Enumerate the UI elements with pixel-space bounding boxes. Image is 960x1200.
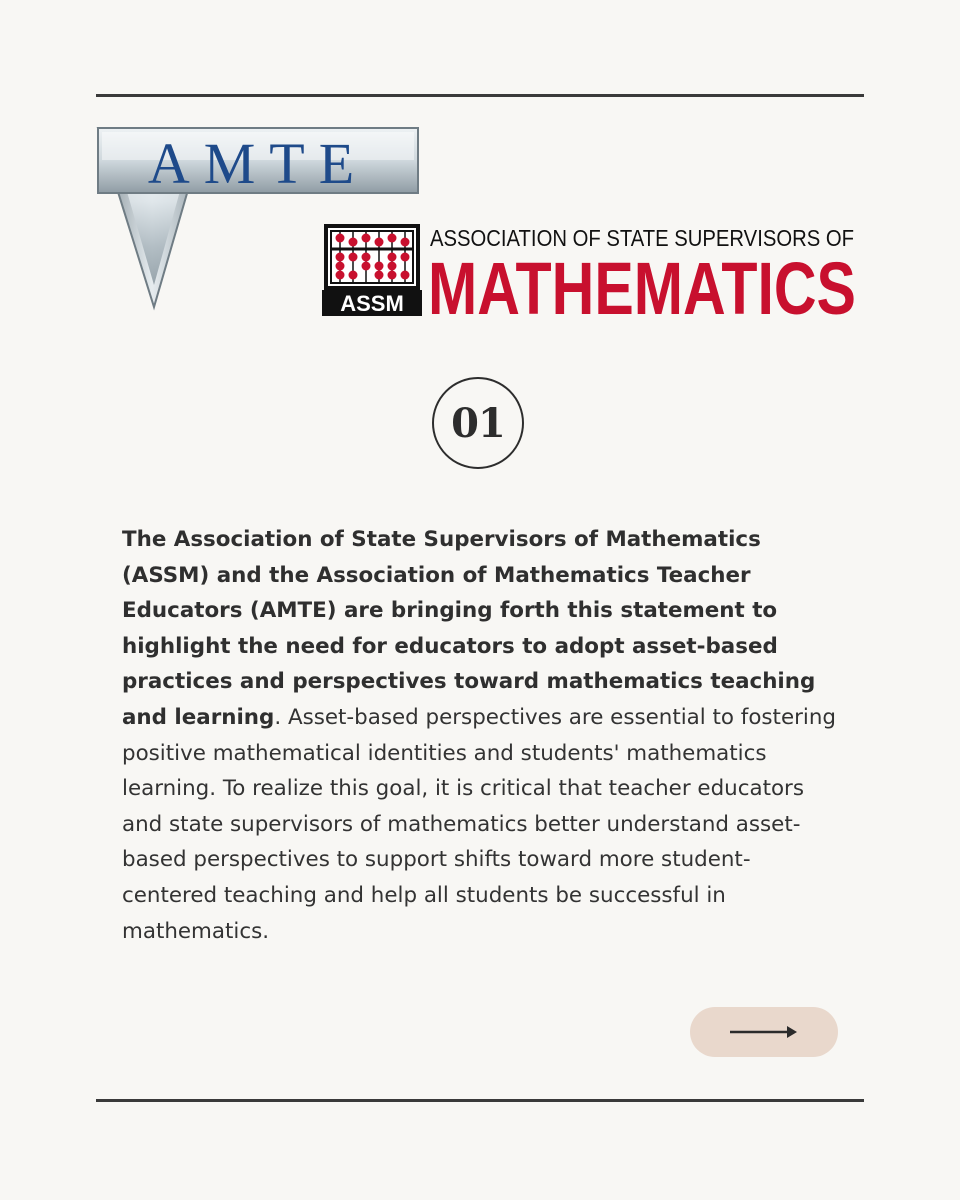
top-divider [96,94,864,97]
assm-logo [322,222,862,330]
slide-number: 01 [451,399,505,447]
amte-logo-text: AMTE [147,131,369,196]
assm-abbr: ASSM [340,291,404,316]
assm-heading: ASSOCIATION OF STATE SUPERVISORS OF [430,225,854,251]
slide-number-badge [432,377,524,469]
next-slide-button[interactable] [690,1007,838,1057]
abacus-icon [322,226,422,316]
assm-wordmark: MATHEMATICS [428,247,856,330]
statement-bold-text: The Association of State Supervisors of Mathematics (ASSM) and the Association of Mathematics Teacher Educators (AMTE) are bringing forth this statement to highlight the need for educators to adopt asset-based practices and perspectives toward mathematics teaching and learning [122,527,816,730]
statement-paragraph [122,522,842,949]
statement-regular-text: . Asset-based perspectives are essential to fostering positive mathematical identities and students' mathematics learning. To realize this goal, it is critical that teacher educators and state supervisors of mathematics better understand asset-based perspectives to support shifts toward more student-centered teaching and help all students be successful in mathematics. [122,704,836,944]
bottom-divider [96,1099,864,1102]
arrow-right-icon [729,1022,799,1042]
